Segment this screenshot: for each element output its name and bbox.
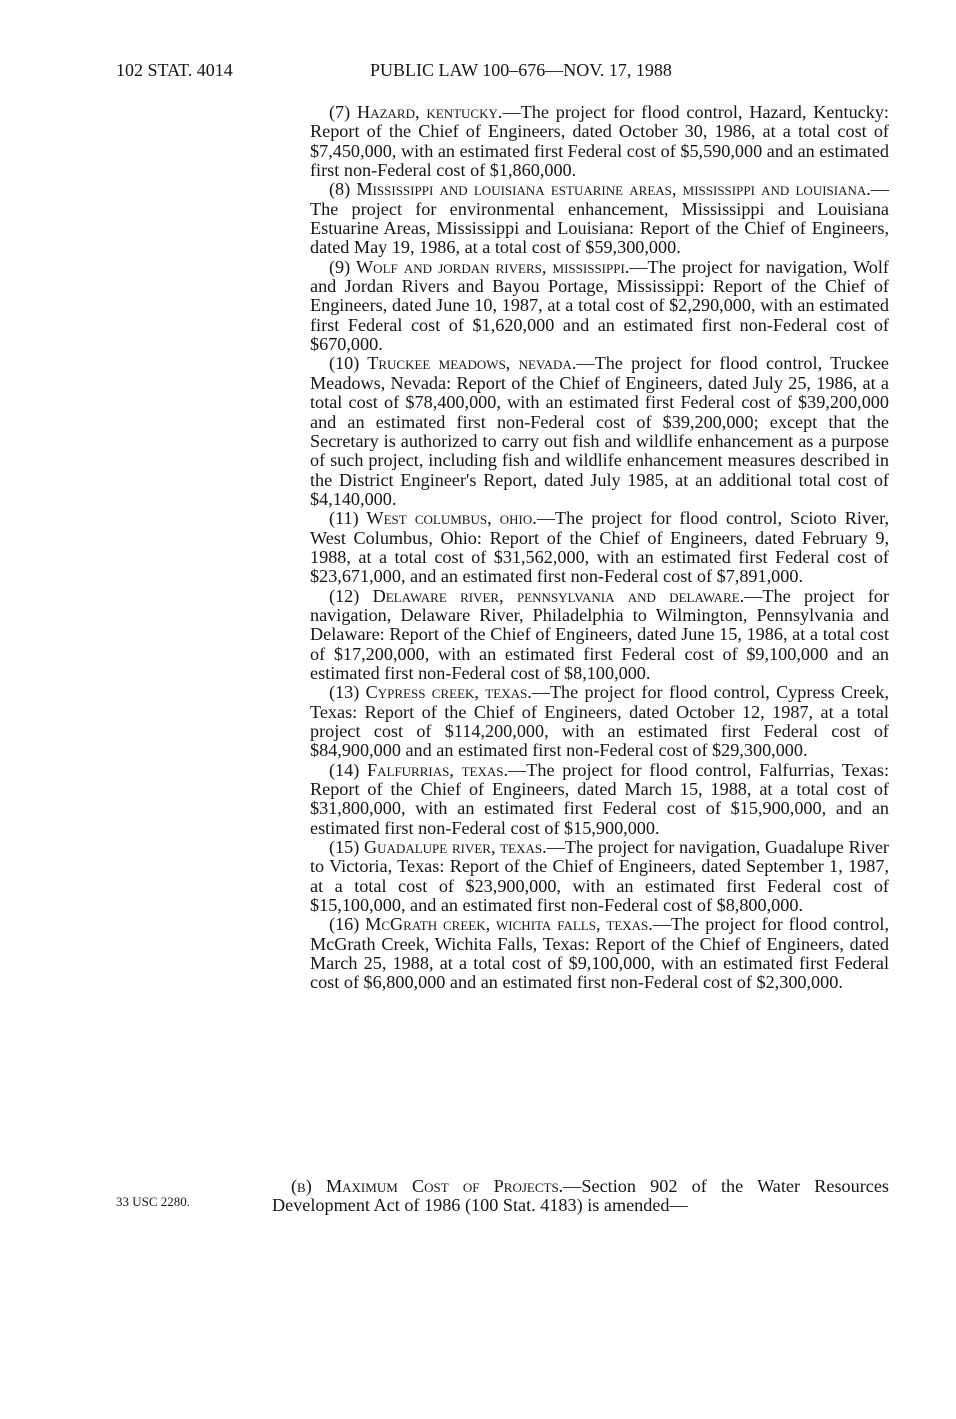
- paragraph-mcgrath-creek: [310, 915, 889, 992]
- paragraph-text: —The project for flood control, Hazard, Kentucky: Report of the Chief of Engineers, dated October 30, 1986, at a total cost of $7,450,000, with an estimated first Federal cost of $5,590,000 and an estimated first non-Federal cost of $1,860,000.: [310, 102, 889, 181]
- paragraph-heading: (14) Falfurrias, texas.: [329, 759, 509, 780]
- paragraph-heading: (15) Guadalupe river, texas.: [329, 837, 547, 858]
- paragraph-text: —The project for navigation, Guadalupe River to Victoria, Texas: Report of the Chief of Engineers, dated September 1, 1987, at a total cost of $23,900,000, with an estimated first Federal cost of $15,100,000, and an estimated first non-Federal cost of $8,800,000.: [310, 837, 889, 916]
- paragraph-falfurrias: [310, 761, 889, 838]
- paragraph-text: —Section 902 of the Water Resources Development Act of 1986 (100 Stat. 4183) is amended—: [272, 1176, 889, 1216]
- public-law-reference: PUBLIC LAW 100–676—NOV. 17, 1988: [370, 60, 672, 80]
- paragraph-text: —The project for flood control, Truckee Meadows, Nevada: Report of the Chief of Engineers, dated July 25, 1986, at a total cost of $78,400,000, with an estimated first Federal cost of $39,200,000 and an estimated first non-Federal cost of $39,200,000; except that the Secretary is authorized to carry out fish and wildlife enhancement as a purpose of such project, including fish and wildlife enhancement measures described in the District Engineer's Report, dated July 1985, at an additional total cost of $4,140,000.: [310, 353, 889, 509]
- paragraph-heading: (b) Maximum Cost of Projects.: [291, 1176, 564, 1196]
- paragraph-delaware-river: [310, 587, 889, 684]
- paragraph-cypress-creek: [310, 683, 889, 760]
- paragraph-hazard-kentucky: [310, 103, 889, 180]
- paragraph-heading: (13) Cypress creek, texas.: [329, 682, 532, 703]
- subsection-b: [272, 1177, 889, 1216]
- paragraph-text: —The project for environmental enhancement, Mississippi and Louisiana Estuarine Areas, Mississippi and Louisiana: Report of the Chief of Engineers, dated May 19, 1986, at a total cost of $59,300,000.: [310, 179, 889, 258]
- paragraph-truckee-meadows: [310, 354, 889, 509]
- running-header: [0, 60, 956, 84]
- paragraph-text: —The project for navigation, Wolf and Jordan Rivers and Bayou Portage, Mississippi: Report of the Chief of Engineers, dated June 10, 1987, at a total cost of $2,290,000, with an estimated first Federal cost of $1,620,000 and an estimated first non-Federal cost of $670,000.: [310, 256, 889, 355]
- paragraph-maximum-cost: [272, 1177, 889, 1216]
- paragraph-text: —The project for flood control, Falfurrias, Texas: Report of the Chief of Engineers, dated March 15, 1988, at a total cost of $31,800,000, with an estimated first Federal cost of $15,900,000, and an estimated first non-Federal cost of $15,900,000.: [310, 759, 889, 838]
- paragraph-text: —The project for flood control, Scioto River, West Columbus, Ohio: Report of the Chief of Engineers, dated February 9, 1988, at a total cost of $31,562,000, with an estimated first Federal cost of $23,671,000, and an estimated first non-Federal cost of $7,891,000.: [310, 508, 889, 587]
- paragraph-mississippi-louisiana: [310, 180, 889, 257]
- paragraph-text: —The project for flood control, McGrath Creek, Wichita Falls, Texas: Report of the Chief of Engineers, dated March 25, 1988, at a total cost of $9,100,000, with an estimated first Federal cost of $6,800,000 and an estimated first non-Federal cost of $2,300,000.: [310, 914, 890, 993]
- paragraph-heading: (7) Hazard, kentucky.: [329, 102, 503, 122]
- paragraph-west-columbus: [310, 509, 889, 586]
- paragraph-heading: (16) McGrath creek, wichita falls, texas.: [329, 914, 653, 935]
- paragraph-heading: (8) Mississippi and louisiana estuarine areas, mississippi and louisiana.: [329, 179, 871, 200]
- paragraph-text: —The project for flood control, Cypress Creek, Texas: Report of the Chief of Engineers, dated October 12, 1987, at a total project cost of $114,200,000, with an estimated first Federal cost of $84,900,000 and an estimated first non-Federal cost of $29,300,000.: [310, 682, 889, 761]
- paragraph-heading: (9) Wolf and jordan rivers, mississippi.: [329, 256, 630, 277]
- paragraph-heading: (10) Truckee meadows, nevada.: [329, 353, 577, 374]
- paragraph-text: —The project for navigation, Delaware River, Philadelphia to Wilmington, Pennsylvania and Delaware: Report of the Chief of Engineers, dated June 15, 1986, at a total cost of $17,200,000, with an estimated first Federal cost of $9,100,000 and an estimated first non-Federal cost of $8,100,000.: [310, 585, 890, 683]
- paragraph-heading: (11) West columbus, ohio.: [329, 508, 537, 529]
- body-text: [310, 103, 889, 993]
- usc-margin-note: 33 USC 2280.: [116, 1194, 191, 1209]
- paragraph-wolf-jordan: [310, 258, 889, 355]
- paragraph-heading: (12) Delaware river, pennsylvania and delaware.: [329, 585, 745, 606]
- stat-reference: 102 STAT. 4014: [116, 60, 233, 80]
- paragraph-guadalupe-river: [310, 838, 889, 915]
